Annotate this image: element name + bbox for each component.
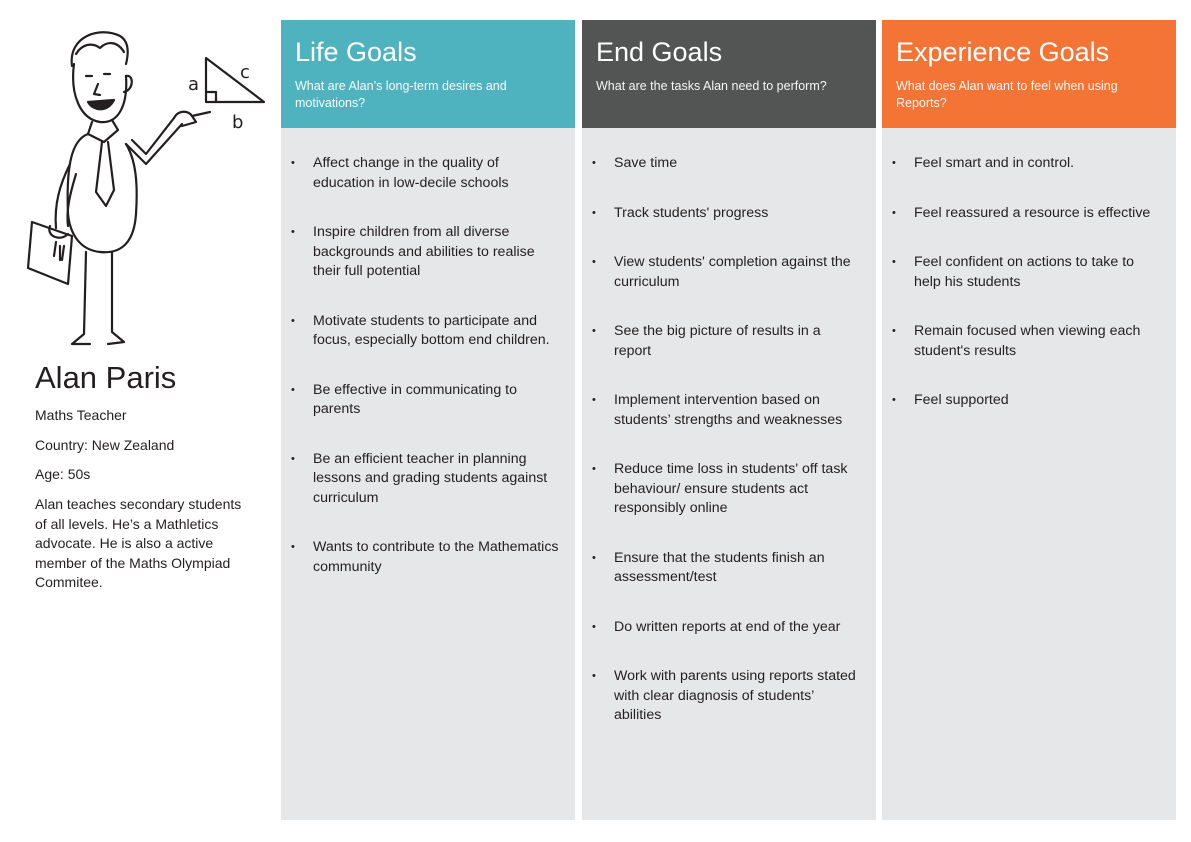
bullet-icon: • [592,620,596,633]
list-item [592,549,860,588]
bullet-icon: • [592,256,596,268]
bullet-icon: • [291,541,295,553]
bullet-icon: • [291,226,295,238]
list-item-text: Wants to contribute to the Mathematics community [313,539,559,575]
life-goals-column [281,20,575,820]
life-goals-list [281,128,575,577]
list-item-text: Do written reports at end of the year [614,618,841,635]
bullet-icon: • [892,256,896,268]
list-item [592,667,860,726]
end-goals-title: End Goals [596,37,723,67]
bullet-icon: • [592,551,596,564]
persona-country: Country: New Zealand [35,437,175,453]
list-item-text: Affect change in the quality of education in low-decile schools [313,155,509,191]
list-item [592,154,860,174]
experience-goals-subtitle: What does Alan want to feel when using Reports? [896,79,1118,110]
persona-panel [0,0,270,842]
bullet-icon: • [291,452,295,465]
list-item [592,204,860,224]
bullet-icon: • [892,206,896,219]
list-item-text: Ensure that the students finish an assessment/test [614,549,825,585]
list-item-text: Feel confident on actions to take to help his students [914,254,1135,290]
list-item-text: Feel supported [914,392,1009,408]
bullet-icon: • [592,157,596,169]
end-goals-column [582,20,876,820]
list-item-text: Be an efficient teacher in planning lessons and grading students against curriculum [313,450,548,506]
life-goals-subtitle: What are Alan’s long-term desires and motivations? [295,79,507,110]
experience-goals-column [882,20,1176,820]
list-item-text: Reduce time loss in students' off task behaviour/ ensure students act responsibly online [614,461,848,516]
list-item-text: Implement intervention based on students’ strengths and weaknesses [614,392,843,428]
list-item [592,391,860,430]
bullet-icon: • [291,383,295,396]
list-item [892,253,1160,292]
list-item [892,204,1160,224]
list-item-text: Be effective in communicating to parents [313,381,517,417]
list-item-text: Work with parents using reports stated with clear diagnosis of students’ abilities [614,668,856,723]
list-item [592,322,860,361]
list-item-text: View students' completion against the curriculum [614,254,851,290]
end-goals-list [582,128,876,726]
list-item [892,322,1160,361]
triangle-label-b: b [232,112,244,133]
list-item [892,154,1160,174]
persona-bio: Alan teaches secondary students of all levels. He’s a Mathletics advocate. He is also a active member of the Maths Olympiad Commitee. [35,496,242,590]
life-goals-header [281,20,575,128]
persona-age: Age: 50s [35,466,91,482]
list-item-text: Motivate students to participate and focus, especially bottom end children. [313,312,550,348]
end-goals-header [582,20,876,128]
bullet-icon: • [892,157,896,169]
triangle-label-a: a [188,74,200,95]
experience-goals-list [882,128,1176,411]
experience-goals-title: Experience Goals [896,37,1110,67]
list-item-text: Feel smart and in control. [914,155,1075,171]
bullet-icon: • [592,394,596,406]
persona-name: Alan Paris [35,360,177,395]
bullet-icon: • [291,314,295,327]
list-item [291,381,559,420]
teacher-sketch-illustration [20,14,270,354]
list-item-text: Track students' progress [614,204,769,221]
bullet-icon: • [892,394,896,406]
bullet-icon: • [592,325,596,337]
list-item [592,618,860,638]
triangle-label-c: c [240,62,250,83]
life-goals-title: Life Goals [295,37,417,67]
list-item [592,460,860,519]
list-item-text: Feel reassured a resource is effective [914,204,1151,221]
list-item [291,538,559,577]
list-item [291,154,559,193]
list-item [291,450,559,509]
list-item [592,253,860,292]
bullet-icon: • [592,463,596,475]
bullet-icon: • [592,670,596,682]
end-goals-subtitle: What are the tasks Alan need to perform? [596,79,827,93]
list-item [892,391,1160,411]
list-item-text: Inspire children from all diverse backgrounds and abilities to realise their full potential [313,224,535,279]
list-item-text: See the big picture of results in a report [614,323,821,359]
experience-goals-header [882,20,1176,128]
list-item [291,223,559,282]
list-item [291,312,559,351]
bullet-icon: • [892,325,896,337]
list-item-text: Remain focused when viewing each student's results [914,323,1141,359]
list-item-text: Save time [614,155,678,171]
persona-role: Maths Teacher [35,407,127,423]
bullet-icon: • [592,206,596,219]
bullet-icon: • [291,157,295,169]
